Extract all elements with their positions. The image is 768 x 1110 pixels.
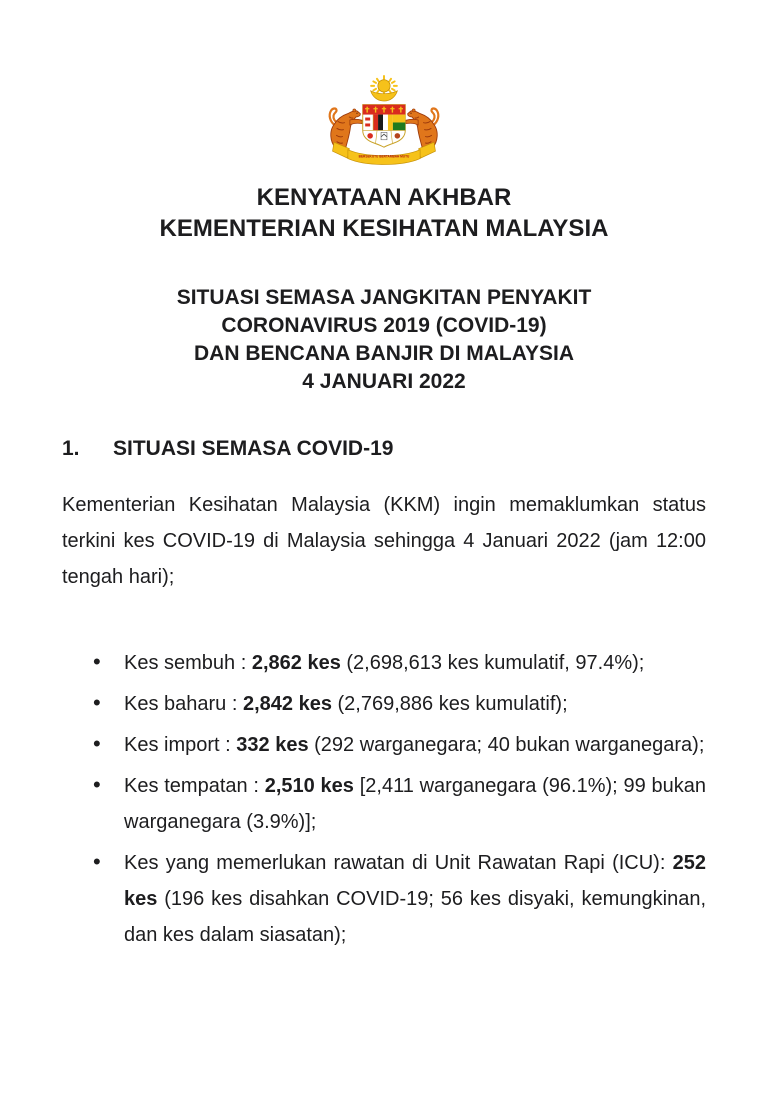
section-heading <box>62 437 706 461</box>
press-release-title <box>0 182 768 244</box>
malaysia-coat-of-arms <box>321 74 447 168</box>
section-number: 1. <box>62 437 80 460</box>
stat-kes-tempatan: • Kes tempatan : 2,510 kes [2,411 warganegara (96.1%); 99 bukan warganegara (3.9%)]; <box>62 768 706 840</box>
subtitle-line-2: CORONAVIRUS 2019 (COVID-19) <box>221 314 547 337</box>
shield-icon <box>363 105 406 148</box>
title-line-1: KENYATAAN AKHBAR <box>256 184 512 211</box>
stat-kes-icu: • Kes yang memerlukan rawatan di Unit Rawatan Rapi (ICU): 252 kes (196 kes disahkan COVID-19; 56 kes disyaki, kemungkinan, dan kes dalam siasatan); <box>62 845 706 953</box>
covid-stats-list <box>62 645 706 953</box>
intro-paragraph: Kementerian Kesihatan Malaysia (KKM) ingin memaklumkan status terkini kes COVID-19 di Malaysia sehingga 4 Januari 2022 (jam 12:00 tengah hari); <box>62 494 706 588</box>
stat-kes-baharu: • Kes baharu : 2,842 kes (2,769,886 kes kumulatif); <box>62 686 706 722</box>
subtitle-line-1: SITUASI SEMASA JANGKITAN PENYAKIT <box>176 286 592 309</box>
sun-icon <box>378 80 390 92</box>
section-title: SITUASI SEMASA COVID-19 <box>113 437 394 460</box>
tiger-right-icon <box>406 108 439 147</box>
press-release-subtitle <box>0 284 768 396</box>
subtitle-line-4: 4 JANUARI 2022 <box>302 370 466 393</box>
tiger-left-icon <box>330 108 363 147</box>
stat-kes-import: • Kes import : 332 kes (292 warganegara; 40 bukan warganegara); <box>62 727 706 763</box>
subtitle-line-3: DAN BENCANA BANJIR DI MALAYSIA <box>194 342 574 365</box>
motto-text: BERSEKUTU BERTAMBAH MUTU <box>358 154 410 159</box>
title-line-2: KEMENTERIAN KESIHATAN MALAYSIA <box>159 215 609 242</box>
stat-kes-sembuh: • Kes sembuh : 2,862 kes (2,698,613 kes kumulatif, 97.4%); <box>62 645 706 681</box>
